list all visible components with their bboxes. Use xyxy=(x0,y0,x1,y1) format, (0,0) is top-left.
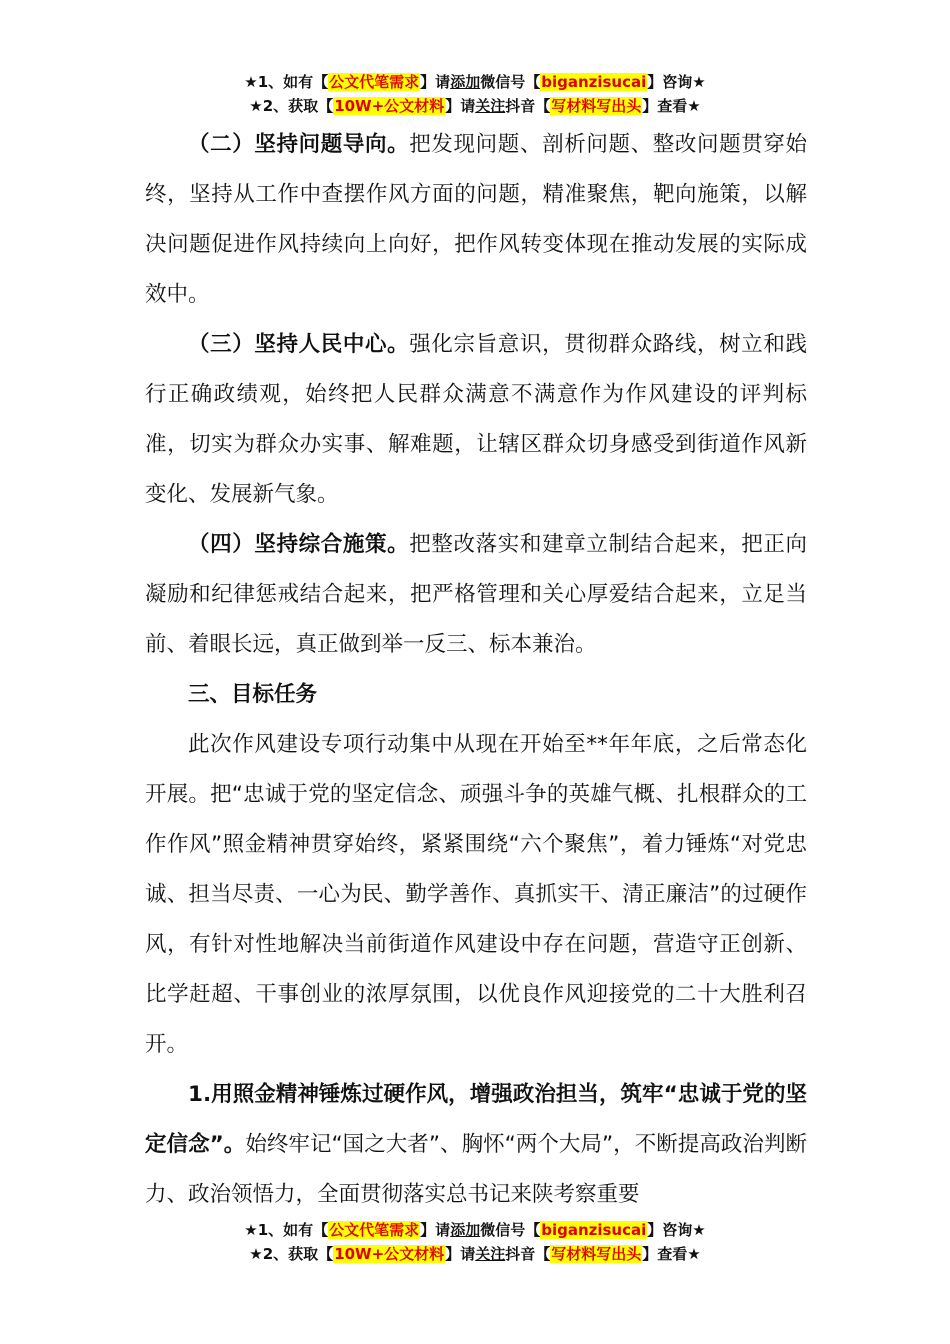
paragraph-principle-2: （二）坚持问题导向。把发现问题、剖析问题、整改问题贯穿始终，坚持从工作中查摆作风方面的问题，精准聚焦，靶向施策，以解决问题促进作风持续向上向好，把作风转变体现在推动发展的实际成效中。 xyxy=(145,132,807,307)
paragraph-lead: （四）坚持综合施策。 xyxy=(188,532,410,557)
paragraph-lead: 1.用照金精神锤炼过硬作风，增强政治担当，筑牢“忠诚于党的坚定信念”。 xyxy=(145,1082,807,1157)
paragraph-principle-3: （三）坚持人民中心。强化宗旨意识，贯彻群众路线，树立和践行正确政绩观，始终把人民群众满意不满意作为作风建设的评判标准，切实为群众办实事、解难题，让辖区群众切身感受到街道作风新变化、发展新气象。 xyxy=(145,332,807,507)
banner-highlight: 公文代笔需求 xyxy=(329,73,420,91)
banner-highlight: 公文代笔需求 xyxy=(329,1221,420,1239)
paragraph-lead: （二）坚持问题导向。 xyxy=(188,132,410,157)
paragraph-lead: （三）坚持人民中心。 xyxy=(188,332,410,357)
document-body xyxy=(145,120,807,1220)
banner-highlight: 10W+公文材料 xyxy=(334,1245,445,1263)
banner-line-1: ★1、如有【公文代笔需求】请添加微信号【biganzisucai】咨询★ xyxy=(244,73,706,91)
banner-line-2: ★2、获取【10W+公文材料】请关注抖音【写材料写出头】查看★ xyxy=(249,1245,701,1263)
paragraph-principle-4: （四）坚持综合施策。把整改落实和建章立制结合起来，把正向凝励和纪律惩戒结合起来，把严格管理和关心厚爱结合起来，立足当前、着眼长远，真正做到举一反三、标本兼治。 xyxy=(145,532,807,657)
banner-highlight: biganzisucai xyxy=(541,1221,647,1239)
header-banner xyxy=(0,70,950,118)
paragraph-goals-intro: 此次作风建设专项行动集中从现在开始至**年年底，之后常态化开展。把“忠诚于党的坚定信念、顽强斗争的英雄气概、扎根群众的工作作风”照金精神贯穿始终，紧紧围绕“六个聚焦”，着力锤炼“对党忠诚、担当尽责、一心为民、勤学善作、真抓实干、清正廉洁”的过硬作风，有针对性地解决当前街道作风建设中存在问题，营造守正创新、比学赶超、干事创业的浓厚氛围，以优良作风迎接党的二十大胜利召开。 xyxy=(145,732,807,1057)
banner-line-2: ★2、获取【10W+公文材料】请关注抖音【写材料写出头】查看★ xyxy=(249,97,701,115)
section-heading-goals: 三、目标任务 xyxy=(188,682,318,707)
banner-line-1: ★1、如有【公文代笔需求】请添加微信号【biganzisucai】咨询★ xyxy=(244,1221,706,1239)
footer-banner xyxy=(0,1218,950,1266)
banner-highlight: 10W+公文材料 xyxy=(334,97,445,115)
paragraph-task-1: 1.用照金精神锤炼过硬作风，增强政治担当，筑牢“忠诚于党的坚定信念”。始终牢记“国之大者”、胸怀“两个大局”，不断提高政治判断力、政治领悟力，全面贯彻落实总书记来陕考察重要 xyxy=(145,1082,807,1207)
banner-highlight: 写材料写出头 xyxy=(551,1245,642,1263)
banner-highlight: biganzisucai xyxy=(541,73,647,91)
banner-highlight: 写材料写出头 xyxy=(551,97,642,115)
